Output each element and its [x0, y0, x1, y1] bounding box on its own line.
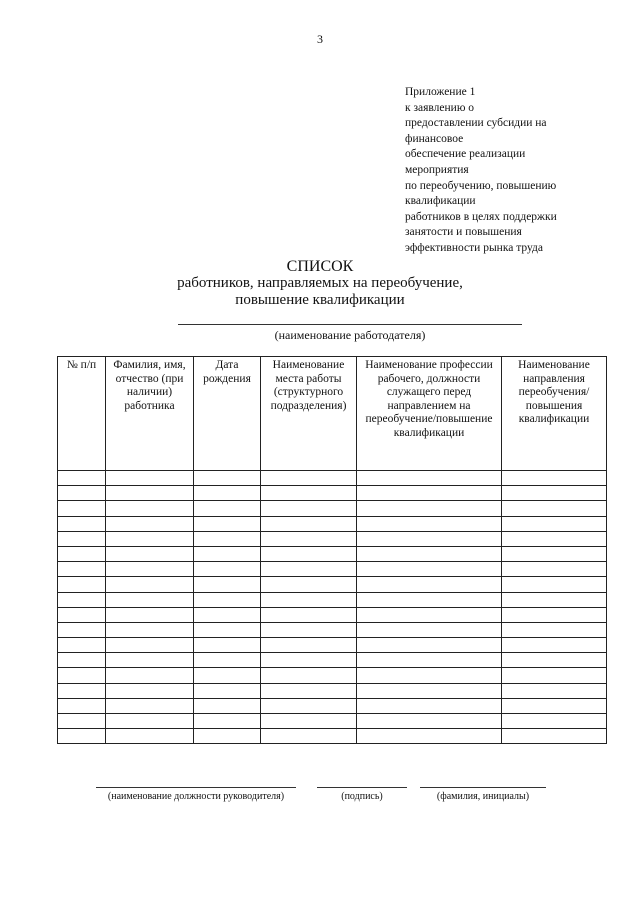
- appendix-note: [405, 85, 605, 257]
- table-cell[interactable]: [194, 531, 261, 546]
- table-cell[interactable]: [357, 729, 502, 744]
- table-row: [58, 638, 607, 653]
- table-cell[interactable]: [194, 607, 261, 622]
- title-line: работников, направляемых на переобучение,: [177, 275, 463, 291]
- header-number: № п/п: [58, 357, 106, 471]
- table-cell[interactable]: [58, 714, 106, 729]
- appendix-line: работников в целях поддержки: [405, 210, 557, 223]
- table-cell[interactable]: [58, 622, 106, 637]
- table-row: [58, 562, 607, 577]
- table-cell[interactable]: [261, 486, 357, 501]
- signature-caption: (подпись): [341, 791, 383, 802]
- table-row: [58, 546, 607, 561]
- table-cell[interactable]: [106, 501, 194, 516]
- name-fill-line[interactable]: [420, 787, 546, 788]
- table-cell[interactable]: [58, 592, 106, 607]
- table-cell[interactable]: [58, 562, 106, 577]
- table-cell[interactable]: [194, 683, 261, 698]
- table-cell[interactable]: [261, 638, 357, 653]
- table-cell[interactable]: [502, 471, 607, 486]
- table-cell[interactable]: [261, 729, 357, 744]
- table-cell[interactable]: [357, 486, 502, 501]
- table-row: [58, 698, 607, 713]
- appendix-line: Приложение 1: [405, 86, 476, 98]
- appendix-line: мероприятия: [405, 163, 469, 176]
- appendix-line: квалификации: [405, 195, 476, 208]
- header-training-direction: Наименование направления переобучения/ повышения квалификации: [502, 357, 607, 471]
- table-cell[interactable]: [261, 668, 357, 683]
- table-cell[interactable]: [261, 471, 357, 486]
- table-cell[interactable]: [357, 698, 502, 713]
- table-row: [58, 516, 607, 531]
- employer-caption: (наименование работодателя): [274, 328, 426, 342]
- table-cell[interactable]: [261, 622, 357, 637]
- table-cell[interactable]: [194, 622, 261, 637]
- table-cell[interactable]: [502, 531, 607, 546]
- table-cell[interactable]: [106, 668, 194, 683]
- table-row: [58, 683, 607, 698]
- table-cell[interactable]: [58, 683, 106, 698]
- employer-fill-line[interactable]: [178, 324, 522, 325]
- table-cell[interactable]: [106, 562, 194, 577]
- table-cell[interactable]: [194, 638, 261, 653]
- appendix-line: предоставлении субсидии на: [405, 117, 547, 130]
- table-cell[interactable]: [502, 622, 607, 637]
- table-cell[interactable]: [58, 638, 106, 653]
- table-cell[interactable]: [261, 546, 357, 561]
- table-cell[interactable]: [58, 729, 106, 744]
- appendix-line: по переобучению, повышению: [405, 179, 557, 192]
- table-cell[interactable]: [261, 531, 357, 546]
- table-cell[interactable]: [106, 622, 194, 637]
- table-cell[interactable]: [261, 577, 357, 592]
- table-cell[interactable]: [106, 683, 194, 698]
- table-cell[interactable]: [106, 486, 194, 501]
- table-cell[interactable]: [194, 562, 261, 577]
- table-row: [58, 501, 607, 516]
- table-cell[interactable]: [502, 577, 607, 592]
- table-cell[interactable]: [194, 592, 261, 607]
- table-cell[interactable]: [106, 592, 194, 607]
- table-cell[interactable]: [106, 698, 194, 713]
- table-row: [58, 486, 607, 501]
- table-cell[interactable]: [106, 516, 194, 531]
- table-header-row: [58, 357, 607, 471]
- table-cell[interactable]: [58, 516, 106, 531]
- table-cell[interactable]: [357, 653, 502, 668]
- table-row: [58, 668, 607, 683]
- table-cell[interactable]: [106, 471, 194, 486]
- employee-table: [57, 356, 607, 744]
- header-workplace: Наименование места работы (структурного подразделения): [261, 357, 357, 471]
- table-cell[interactable]: [357, 622, 502, 637]
- table-cell[interactable]: [502, 729, 607, 744]
- table-cell[interactable]: [194, 577, 261, 592]
- table-cell[interactable]: [502, 486, 607, 501]
- table-cell[interactable]: [58, 531, 106, 546]
- appendix-line: обеспечение реализации: [405, 148, 526, 161]
- table-cell[interactable]: [357, 531, 502, 546]
- table-row: [58, 622, 607, 637]
- table-cell[interactable]: [58, 577, 106, 592]
- table-row: [58, 577, 607, 592]
- appendix-line: финансовое: [405, 132, 464, 145]
- table-cell[interactable]: [194, 729, 261, 744]
- table-cell[interactable]: [58, 501, 106, 516]
- table-cell[interactable]: [194, 698, 261, 713]
- table-cell[interactable]: [502, 668, 607, 683]
- signature-fill-line[interactable]: [317, 787, 407, 788]
- table-cell[interactable]: [357, 607, 502, 622]
- header-full-name: Фамилия, имя, отчество (при наличии) работника: [106, 357, 194, 471]
- title-line: повышение квалификации: [235, 292, 405, 308]
- table-row: [58, 714, 607, 729]
- table-cell[interactable]: [502, 562, 607, 577]
- table-cell[interactable]: [357, 546, 502, 561]
- table-cell[interactable]: [194, 546, 261, 561]
- table-cell[interactable]: [106, 607, 194, 622]
- table-cell[interactable]: [261, 562, 357, 577]
- table-cell[interactable]: [357, 516, 502, 531]
- header-birth-date: Дата рождения: [194, 357, 261, 471]
- table-cell[interactable]: [502, 698, 607, 713]
- table-cell[interactable]: [502, 683, 607, 698]
- table-cell[interactable]: [357, 638, 502, 653]
- table-row: [58, 729, 607, 744]
- table-cell[interactable]: [58, 653, 106, 668]
- table-row: [58, 531, 607, 546]
- table-cell[interactable]: [502, 638, 607, 653]
- table-cell[interactable]: [194, 471, 261, 486]
- table-cell[interactable]: [357, 562, 502, 577]
- table-cell[interactable]: [502, 546, 607, 561]
- table-cell[interactable]: [261, 683, 357, 698]
- table-cell[interactable]: [502, 592, 607, 607]
- table-row: [58, 607, 607, 622]
- table-cell[interactable]: [58, 486, 106, 501]
- table-cell[interactable]: [106, 714, 194, 729]
- table-row: [58, 471, 607, 486]
- table-cell[interactable]: [261, 501, 357, 516]
- table-body: [58, 471, 607, 744]
- table-cell[interactable]: [357, 668, 502, 683]
- table-cell[interactable]: [58, 546, 106, 561]
- header-profession: Наименование профессии рабочего, должности служащего перед направлением на переобучение/повышение квалификации: [357, 357, 502, 471]
- position-fill-line[interactable]: [96, 787, 296, 788]
- table-cell[interactable]: [502, 714, 607, 729]
- appendix-line: занятости и повышения: [405, 226, 522, 239]
- table-cell[interactable]: [106, 653, 194, 668]
- name-caption: (фамилия, инициалы): [436, 791, 530, 802]
- table-cell[interactable]: [194, 714, 261, 729]
- appendix-line: эффективности рынка труда: [405, 241, 543, 254]
- table-cell[interactable]: [261, 607, 357, 622]
- table-cell[interactable]: [58, 668, 106, 683]
- table-cell[interactable]: [106, 546, 194, 561]
- table-cell[interactable]: [194, 668, 261, 683]
- table-cell[interactable]: [58, 471, 106, 486]
- table-cell[interactable]: [357, 471, 502, 486]
- title-main: СПИСОК: [286, 258, 354, 275]
- table-cell[interactable]: [106, 577, 194, 592]
- page-number: 3: [317, 32, 323, 46]
- table-cell[interactable]: [357, 714, 502, 729]
- table-cell[interactable]: [106, 638, 194, 653]
- table-cell[interactable]: [106, 531, 194, 546]
- table-cell[interactable]: [58, 698, 106, 713]
- document-title: [0, 258, 640, 309]
- table-cell[interactable]: [194, 653, 261, 668]
- table-cell[interactable]: [261, 714, 357, 729]
- table-cell[interactable]: [502, 607, 607, 622]
- appendix-line: к заявлению о: [405, 101, 475, 114]
- table-cell[interactable]: [106, 729, 194, 744]
- table-row: [58, 592, 607, 607]
- table-cell[interactable]: [357, 577, 502, 592]
- table-cell[interactable]: [502, 653, 607, 668]
- table-row: [58, 653, 607, 668]
- table-cell[interactable]: [194, 486, 261, 501]
- table-cell[interactable]: [194, 501, 261, 516]
- table-cell[interactable]: [261, 653, 357, 668]
- table-cell[interactable]: [502, 501, 607, 516]
- table-cell[interactable]: [357, 592, 502, 607]
- table-cell[interactable]: [357, 501, 502, 516]
- table-cell[interactable]: [502, 516, 607, 531]
- position-caption: (наименование должности руководителя): [107, 791, 285, 802]
- table-cell[interactable]: [58, 607, 106, 622]
- table-cell[interactable]: [261, 698, 357, 713]
- table-cell[interactable]: [194, 516, 261, 531]
- table-cell[interactable]: [261, 516, 357, 531]
- table-cell[interactable]: [357, 683, 502, 698]
- table-cell[interactable]: [261, 592, 357, 607]
